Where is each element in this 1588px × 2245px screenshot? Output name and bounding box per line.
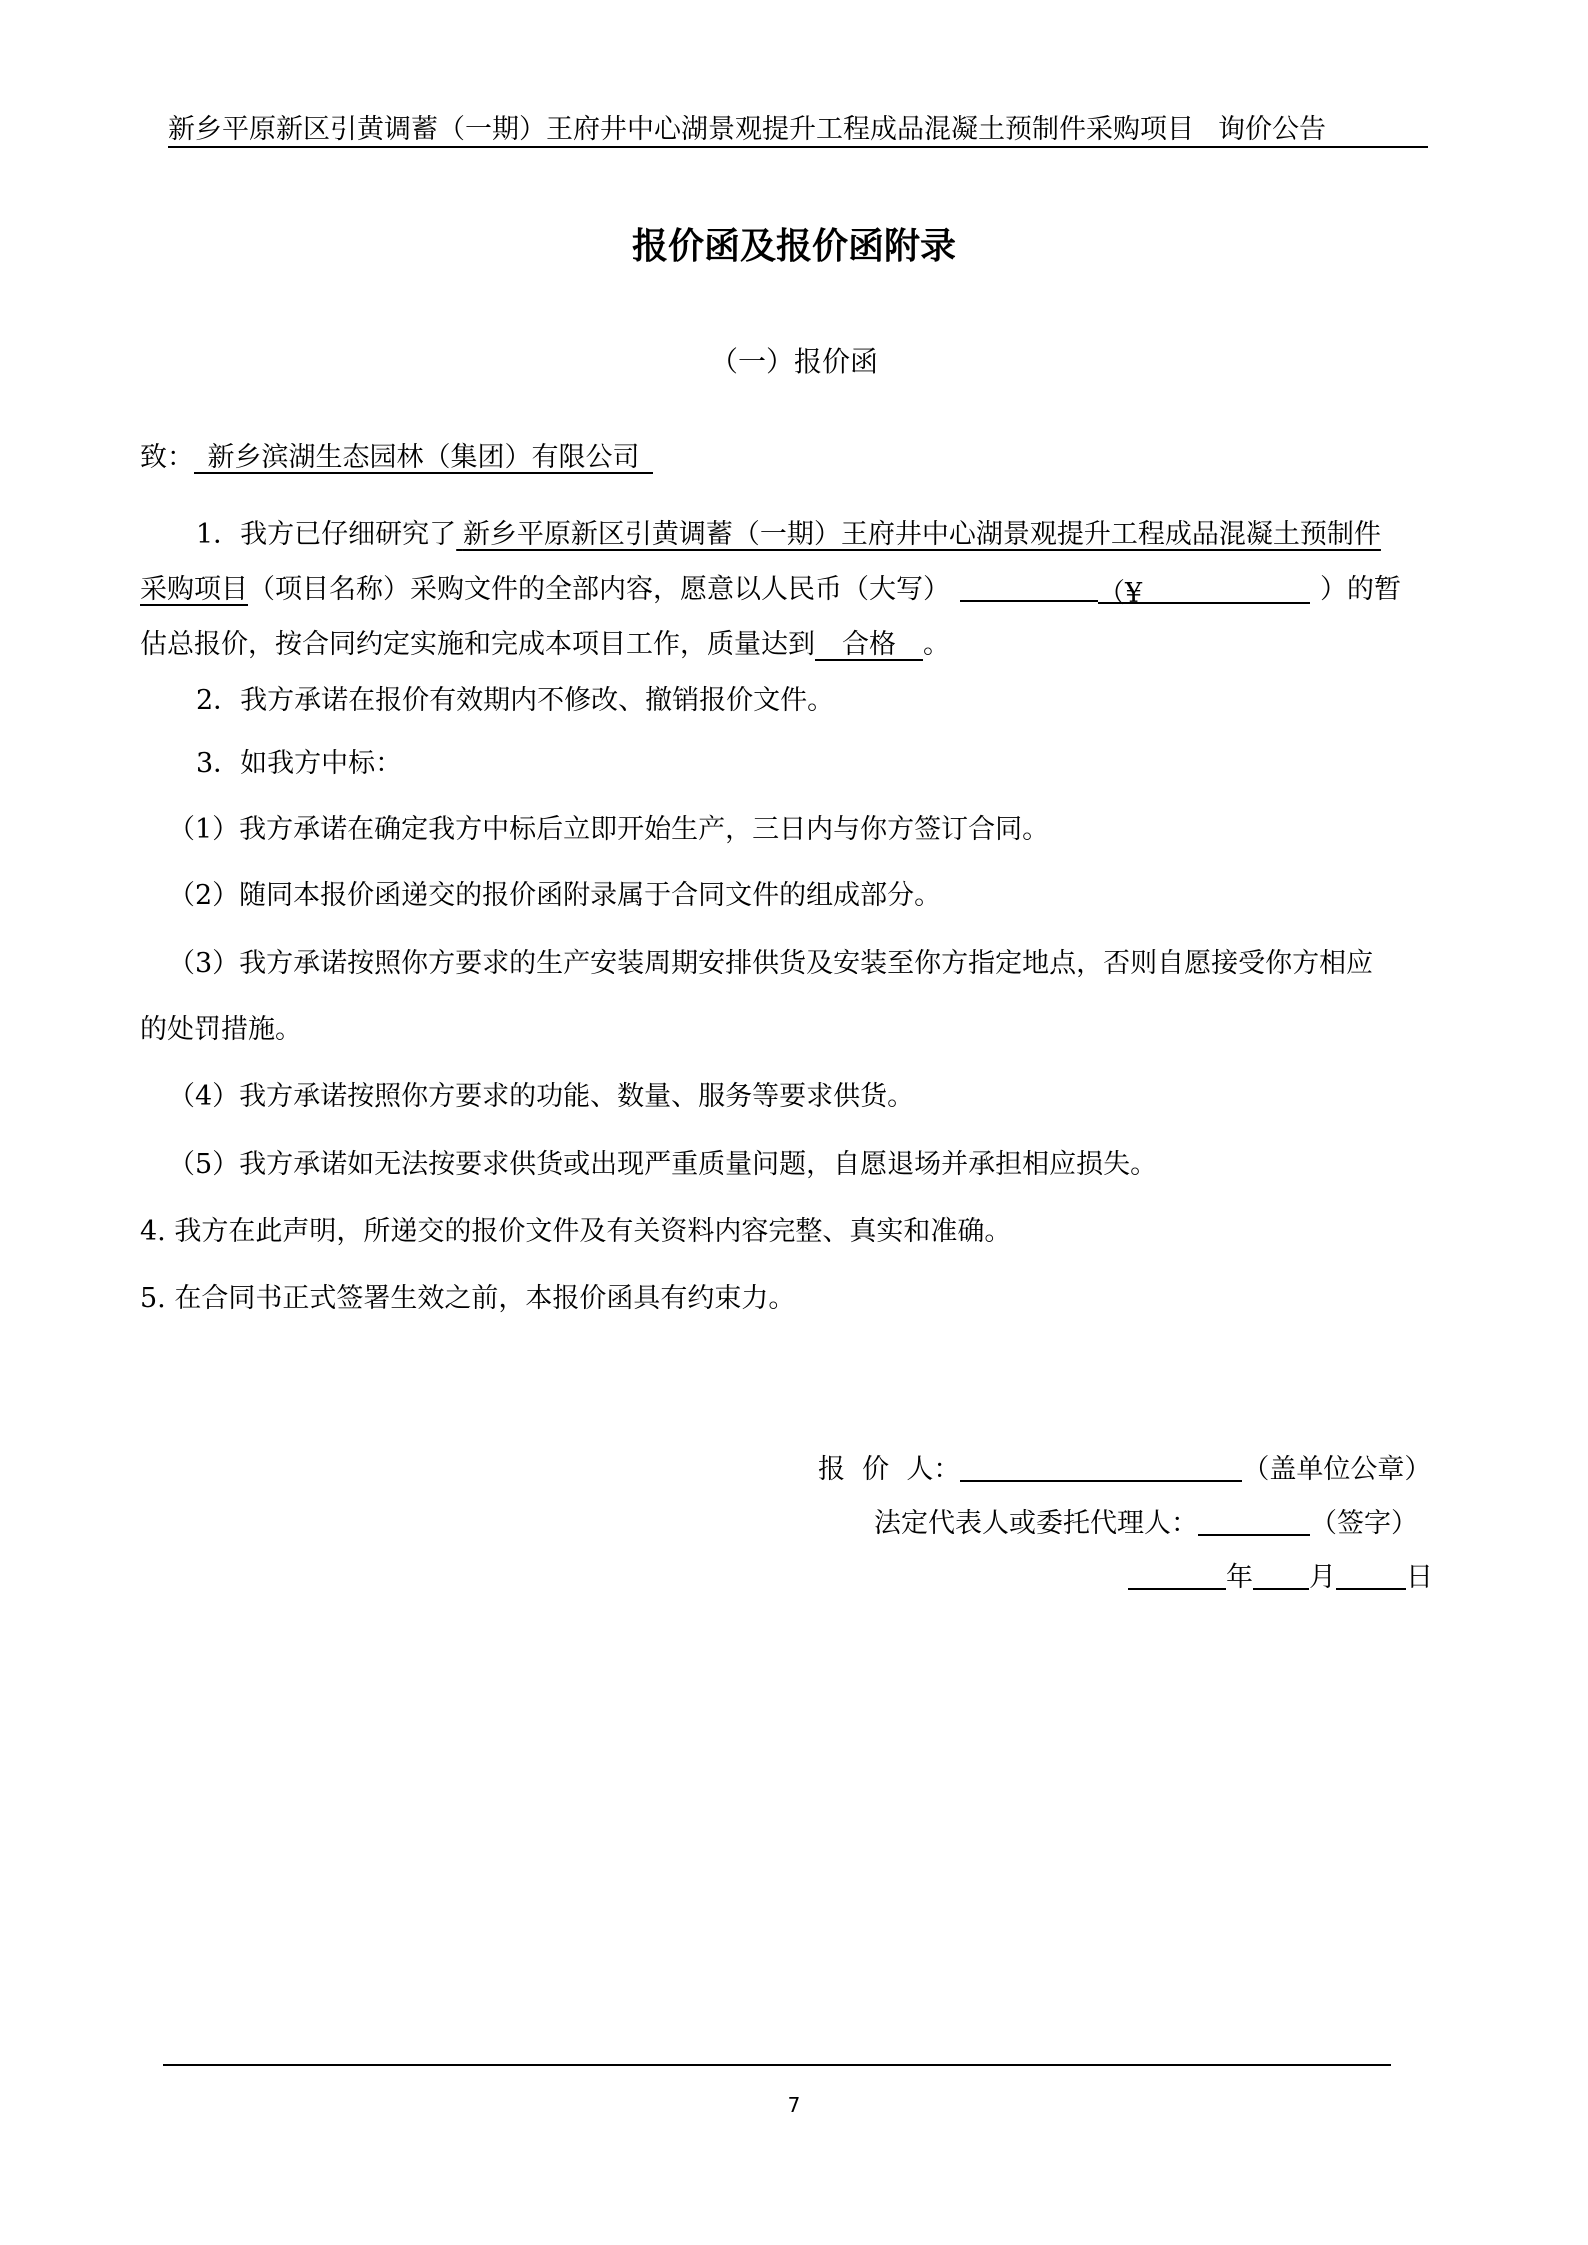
clause-2: 2．我方承诺在报价有效期内不修改、撤销报价文件。 [196, 685, 835, 716]
bidder-note: （盖单位公章） [1242, 1454, 1432, 1485]
day-label: 日 [1406, 1562, 1433, 1593]
header-rule [168, 146, 1428, 148]
recipient-line [140, 436, 653, 480]
clause-1-line-1 [196, 513, 1381, 557]
representative-blank[interactable] [1198, 1504, 1310, 1536]
clause-3-item-2: （2）随同本报价函递交的报价函附录属于合同文件的组成部分。 [168, 880, 942, 911]
month-label: 月 [1309, 1562, 1336, 1593]
section-title: （一）报价函 [709, 345, 878, 378]
bidder-signature-line [818, 1448, 1431, 1492]
clause-3: 3．如我方中标： [196, 748, 403, 779]
clause-3-item-3: （3）我方承诺按照你方要求的生产安装周期安排供货及安装至你方指定地点，否则自愿接受你方相应 [168, 948, 1374, 979]
header-doc-type: 询价公告 [1218, 114, 1326, 145]
bidder-label: 报 价 人： [818, 1454, 961, 1485]
page-number: 7 [787, 2093, 801, 2117]
header-project-title: 新乡平原新区引黄调蓄（一期）王府井中心湖景观提升工程成品混凝土预制件采购项目 [168, 114, 1194, 145]
clause-3-item-1: （1）我方承诺在确定我方中标后立即开始生产，三日内与你方签订合同。 [168, 814, 1050, 845]
clause-1-line-2 [140, 568, 1401, 612]
clause-1-end: 。 [923, 629, 950, 660]
amount-in-figures-blank[interactable] [1098, 572, 1310, 609]
clause-3-item-3-cont: 的处罚措施。 [140, 1014, 302, 1045]
clause-1-line-3 [140, 623, 950, 667]
quality-standard: 合格 [842, 629, 896, 660]
document-title: 报价函及报价函附录 [631, 226, 956, 267]
clause-1-line3-lead: 估总报价，按合同约定实施和完成本项目工作，质量达到 [140, 629, 815, 660]
clause-3-item-5: （5）我方承诺如无法按要求供货或出现严重质量问题，自愿退场并承担相应损失。 [168, 1149, 1158, 1180]
clause-4: 4. 我方在此声明，所递交的报价文件及有关资料内容完整、真实和准确。 [140, 1216, 1012, 1247]
month-blank[interactable] [1253, 1558, 1309, 1590]
clause-1-mid: （项目名称）采购文件的全部内容，愿意以人民币（大写） [248, 574, 950, 605]
clause-1-project-name-cont: 采购项目 [140, 574, 248, 605]
representative-note: （签字） [1310, 1508, 1418, 1539]
recipient-prefix: 致： [140, 442, 194, 473]
day-blank[interactable] [1336, 1558, 1406, 1590]
year-blank[interactable] [1128, 1558, 1226, 1590]
year-label: 年 [1226, 1562, 1253, 1593]
clause-3-item-4: （4）我方承诺按照你方要求的功能、数量、服务等要求供货。 [168, 1081, 915, 1112]
footer-rule [163, 2064, 1391, 2066]
clause-5: 5. 在合同书正式签署生效之前，本报价函具有约束力。 [140, 1283, 796, 1314]
bidder-blank[interactable] [960, 1450, 1242, 1482]
representative-signature-line [874, 1502, 1418, 1546]
clause-1-project-name: 新乡平原新区引黄调蓄（一期）王府井中心湖景观提升工程成品混凝土预制件 [462, 519, 1381, 550]
clause-1-tail: ）的暂 [1320, 574, 1401, 605]
date-line [1128, 1556, 1433, 1600]
amount-in-words-blank[interactable] [960, 570, 1098, 602]
yen-label: （¥ [1098, 578, 1143, 609]
recipient-name: 新乡滨湖生态园林（集团）有限公司 [207, 442, 640, 473]
clause-1-lead: 1．我方已仔细研究了 [196, 519, 457, 550]
representative-label: 法定代表人或委托代理人： [874, 1508, 1198, 1539]
